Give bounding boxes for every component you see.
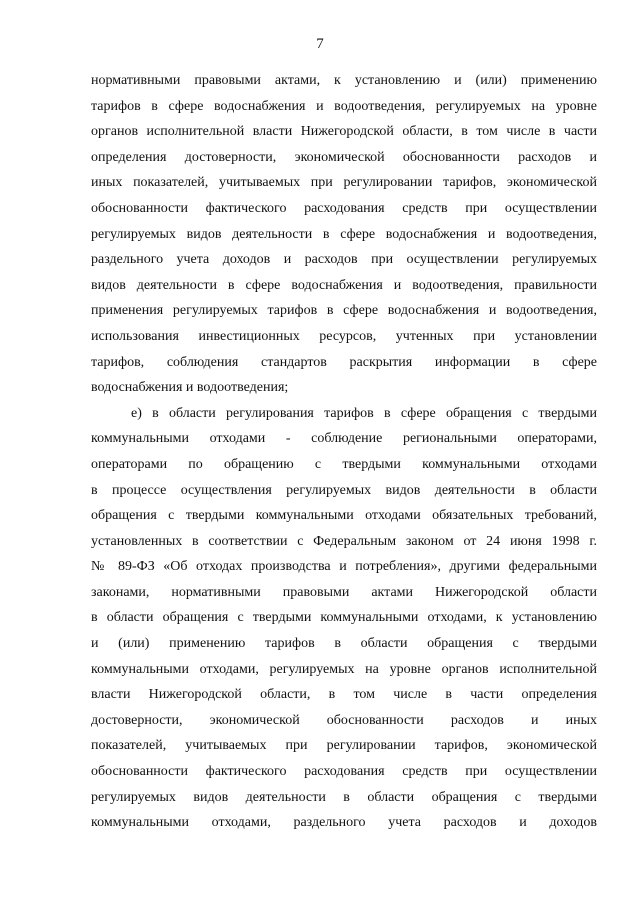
text-line: коммунальными отходами, раздельного учета расходов и доходов (91, 815, 597, 831)
text-line: иных показателей, учитываемых при регулировании тарифов, экономической (91, 175, 597, 191)
text-line: раздельного учета доходов и расходов при осуществлении регулируемых (91, 252, 597, 268)
text-line: власти Нижегородской области, в том числе в части определения (91, 687, 597, 703)
text-line: коммунальными отходами - соблюдение региональными операторами, (91, 431, 597, 447)
text-line: тарифов, соблюдения стандартов раскрытия информации в сфере (91, 354, 597, 370)
text-line: № 89-ФЗ «Об отходах производства и потребления», другими федеральными (91, 559, 597, 575)
text-line: регулируемых видов деятельности в области обращения с твердыми (91, 789, 597, 805)
text-line: установленных в соответствии с Федеральным законом от 24 июня 1998 г. (91, 533, 597, 549)
text-line: определения достоверности, экономической обоснованности расходов и (91, 149, 597, 165)
text-line: и (или) применению тарифов в области обращения с твердыми (91, 636, 597, 652)
text-line: применения регулируемых тарифов в сфере водоснабжения и водоотведения, (91, 303, 597, 319)
text-line: обращения с твердыми коммунальными отходами обязательных требований, (91, 508, 597, 524)
text-line: регулируемых видов деятельности в сфере водоснабжения и водоотведения, (91, 226, 597, 242)
text-line: е) в области регулирования тарифов в сфере обращения с твердыми (131, 405, 597, 421)
text-line: органов исполнительной власти Нижегородской области, в том числе в части (91, 124, 597, 140)
text-line: водоснабжения и водоотведения; (91, 380, 289, 396)
text-line: в процессе осуществления регулируемых видов деятельности в области (91, 482, 597, 498)
text-line: законами, нормативными правовыми актами Нижегородской области (91, 584, 597, 600)
text-line: показателей, учитываемых при регулировании тарифов, экономической (91, 738, 597, 754)
text-line: обоснованности фактического расходования средств при осуществлении (91, 200, 597, 216)
text-line: в области обращения с твердыми коммунальными отходами, к установлению (91, 610, 597, 626)
text-line: нормативными правовыми актами, к установлению и (или) применению (91, 73, 597, 88)
text-line: использования инвестиционных ресурсов, учтенных при установлении (91, 328, 597, 344)
text-line: обоснованности фактического расходования средств при осуществлении (91, 764, 597, 780)
text-line: тарифов в сфере водоснабжения и водоотведения, регулируемых на уровне (91, 98, 597, 114)
text-line: операторами по обращению с твердыми коммунальными отходами (91, 456, 597, 472)
page-number: 7 (316, 36, 324, 52)
document-body (91, 68, 597, 836)
text-line: видов деятельности в сфере водоснабжения и водоотведения, правильности (91, 277, 597, 293)
text-line: коммунальными отходами, регулируемых на уровне органов исполнительной (91, 661, 597, 677)
paragraph-water-supply (91, 68, 597, 401)
text-line: достоверности, экономической обоснованности расходов и иных (91, 712, 597, 728)
paragraph-solid-waste (91, 401, 597, 836)
